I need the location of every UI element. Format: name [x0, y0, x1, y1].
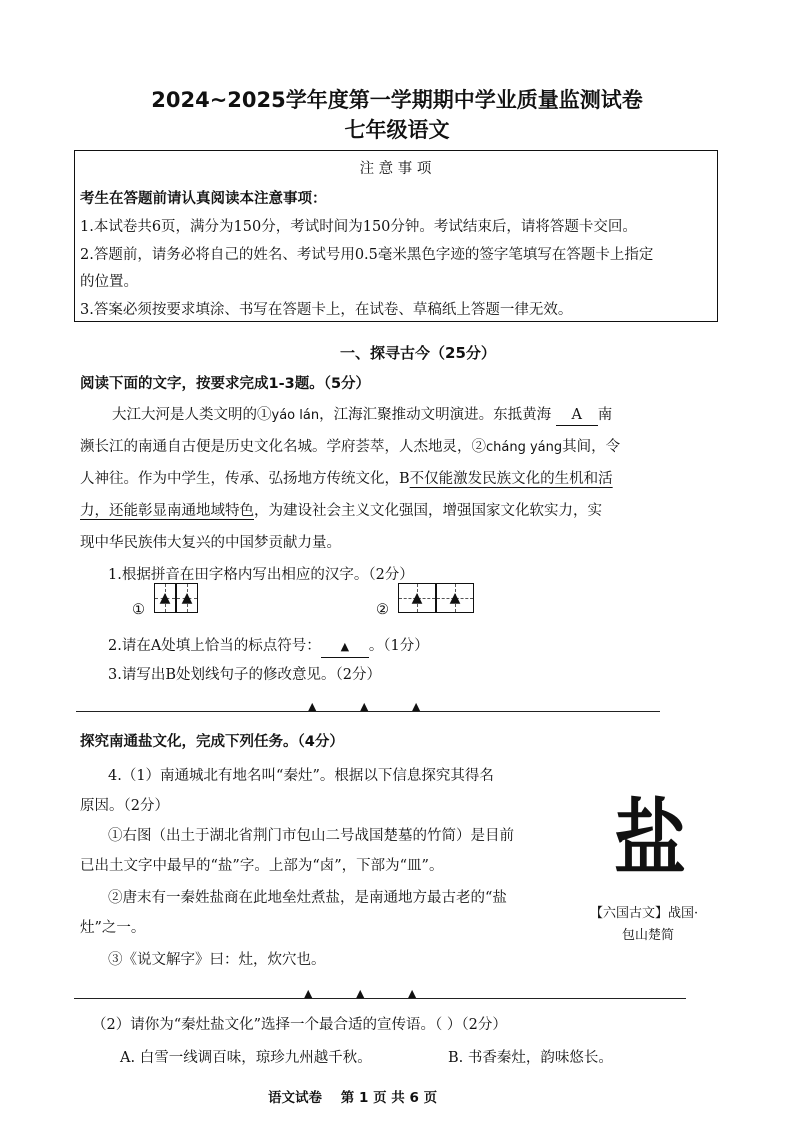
glyph-caption: 【六国古文】战国· — [590, 906, 699, 921]
notice-item-1: 1.本试卷共6页，满分为150分，考试时间为150分钟。考试结束后，请将答题卡交回。 — [80, 219, 637, 235]
triangle-markers: ▲ ▲ ▲ — [304, 987, 437, 1000]
question-4-1-cont: 原因。（2分） — [80, 798, 169, 814]
pinyin-1: yáo lán — [271, 408, 320, 423]
glyph-character: 盐 — [613, 788, 686, 887]
question-3: 3.请写出B处划线句子的修改意见。（2分） — [108, 667, 381, 683]
option-a: A. 白雪一线调百味，琼珍九州越千秋。 — [120, 1050, 372, 1066]
question-2 — [108, 636, 429, 658]
glyph-caption-cont: 包山楚简 — [622, 928, 675, 943]
page-footer: 语文试卷 第 1 页 共 6 页 — [268, 1090, 438, 1106]
notice-intro: 考生在答题前请认真阅读本注意事项： — [80, 191, 327, 207]
question-2-score: 。（1分） — [368, 638, 429, 654]
info-2: ②唐末有一秦姓盐商在此地垒灶煮盐，是南通地方最古老的“盐 — [108, 890, 507, 906]
ancient-salt-glyph-image — [612, 788, 688, 888]
passage-text: 人神往。作为中学生，传承、弘扬地方传统文化，B — [80, 471, 410, 487]
passage-line-5: 现中华民族伟大复兴的中国梦贡献力量。 — [80, 535, 341, 551]
notice-item-2-cont: 的位置。 — [80, 274, 138, 290]
answer-blank: ▲ — [321, 637, 369, 658]
passage-text: 南 — [597, 407, 613, 423]
pinyin-2: cháng yáng — [486, 440, 563, 455]
notice-item-3: 3.答案必须按要求填涂、书写在答题卡上，在试卷、草稿纸上答题一律无效。 — [80, 302, 573, 318]
passage-line-4 — [80, 501, 602, 521]
reading-instruction: 阅读下面的文字，按要求完成1-3题。（5分） — [80, 376, 371, 392]
notice-heading: 注 意 事 项 — [359, 161, 432, 177]
grid-label-1: ① — [132, 602, 145, 618]
info-2-cont: 灶”之一。 — [80, 920, 146, 936]
triangle-icon: ▲ — [181, 590, 193, 606]
exam-subtitle: 七年级语文 — [344, 118, 450, 142]
question-4-2: （2）请你为“秦灶盐文化”选择一个最合适的宣传语。（ ）（2分） — [92, 1017, 507, 1033]
passage-line-2 — [80, 437, 620, 458]
passage-line-1 — [112, 405, 612, 426]
question-1: 1.根据拼音在田字格内写出相应的汉字。（2分） — [108, 567, 414, 583]
underlined-sentence-b: 不仅能激发民族文化的生机和活 — [409, 471, 613, 487]
passage-text: 其间，令 — [562, 439, 621, 455]
triangle-markers: ▲ ▲ ▲ — [308, 700, 441, 713]
passage-text: ，江海汇聚推动文明演进。东抵黄海 — [319, 407, 552, 423]
task-heading: 探究南通盐文化，完成下列任务。（4分） — [80, 734, 344, 750]
passage-text: 濒长江的南通自古便是历史文化名城。学府荟萃，人杰地灵，② — [80, 439, 486, 455]
exam-title: 2024~2025学年度第一学期期中学业质量监测试卷 — [151, 88, 643, 112]
blank-a: A — [556, 405, 598, 426]
passage-text: ，为建设社会主义文化强国，增强国家文化软实力，实 — [254, 503, 602, 519]
triangle-icon: ▲ — [411, 590, 423, 606]
passage-text: 大江大河是人类文明的① — [112, 407, 272, 423]
divider — [74, 998, 686, 999]
info-1-cont: 已出土文字中最早的“盐”字。上部为“卤”，下部为“皿”。 — [80, 858, 444, 874]
question-4-1: 4.（1）南通城北有地名叫“秦灶”。根据以下信息探究其得名 — [108, 768, 494, 784]
option-b: B. 书香秦灶，韵味悠长。 — [448, 1050, 613, 1066]
notice-item-2: 2.答题前，请务必将自己的姓名、考试号用0.5毫米黑色字迹的签字笔填写在答题卡上指定 — [80, 247, 654, 263]
grid-label-2: ② — [376, 602, 389, 618]
answer-grid-2[interactable] — [398, 583, 474, 617]
info-3: ③《说文解字》曰：灶，炊穴也。 — [108, 952, 326, 968]
triangle-icon: ▲ — [449, 590, 461, 606]
divider — [76, 711, 660, 712]
answer-grid-1[interactable] — [154, 583, 198, 617]
underlined-sentence-b-cont: 力，还能彰显南通地域特色 — [80, 503, 254, 519]
section-heading: 一、探寻古今（25分） — [340, 344, 496, 362]
passage-line-3 — [80, 469, 613, 489]
notice-box — [74, 150, 718, 322]
question-2-text: 2.请在A处填上恰当的标点符号： — [108, 638, 321, 654]
triangle-icon: ▲ — [159, 590, 171, 606]
info-1: ①右图（出土于湖北省荆门市包山二号战国楚墓的竹简）是目前 — [108, 828, 514, 844]
